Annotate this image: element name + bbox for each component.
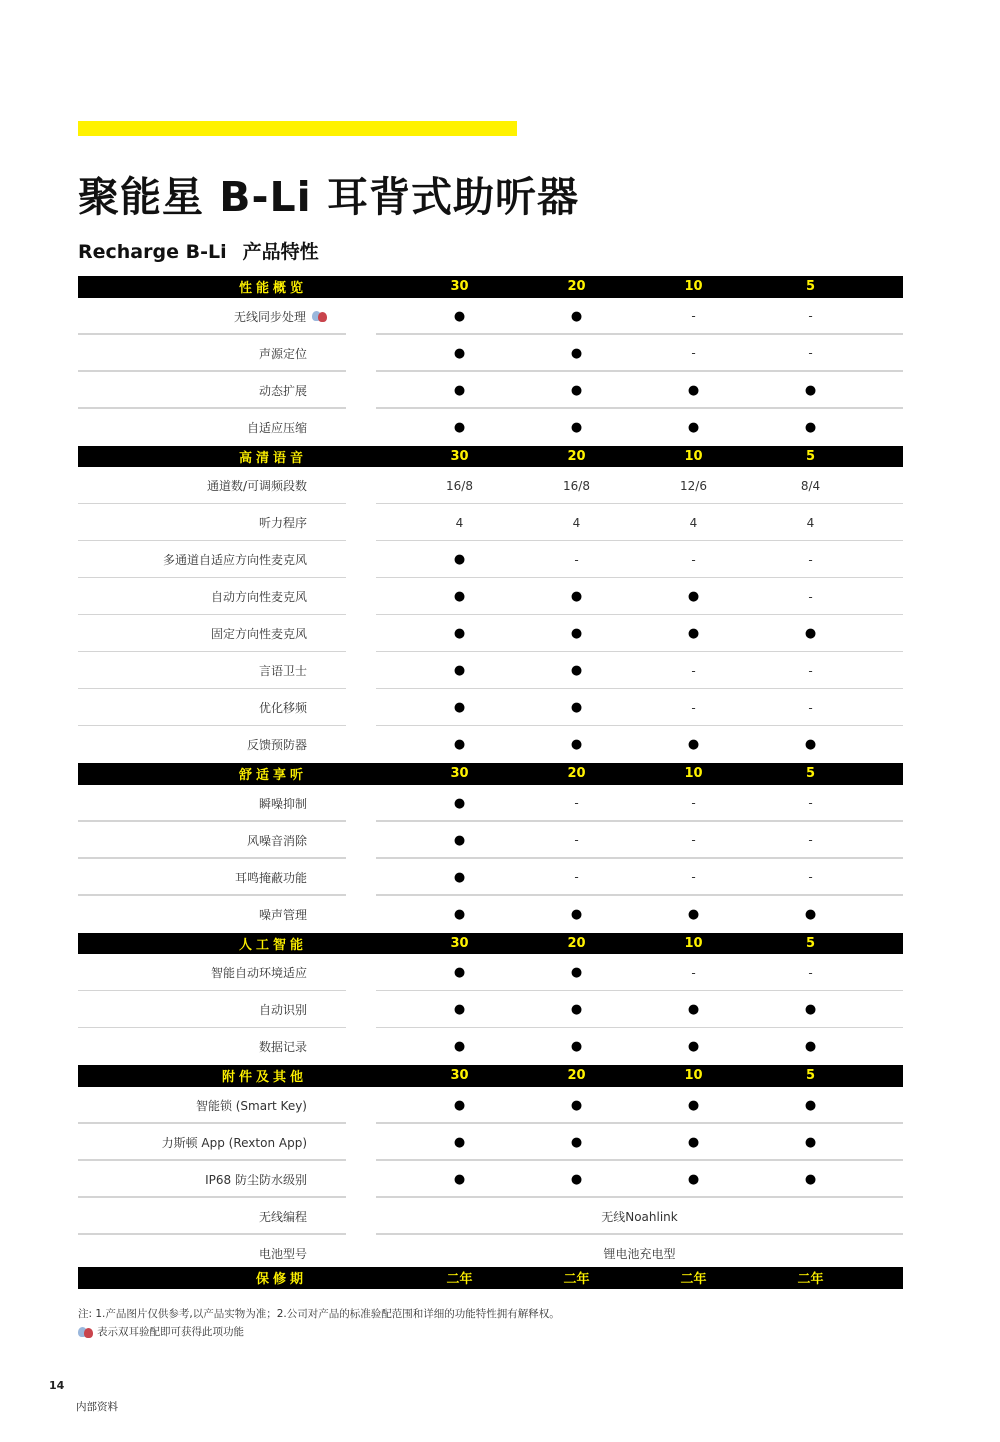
feature-value: ●: [453, 626, 466, 641]
feature-label: [78, 409, 307, 446]
feature-value: -: [691, 870, 696, 884]
feature-value: 8/4: [800, 478, 821, 493]
column-header: 20: [567, 1068, 586, 1084]
feature-value: -: [574, 552, 579, 567]
feature-label: [78, 1087, 307, 1124]
column-header: 30: [450, 279, 469, 295]
feature-value: ●: [804, 626, 817, 641]
section-title: 人工智能: [238, 937, 307, 953]
feature-label-text: 数据记录: [258, 1040, 307, 1054]
column-header: 10: [684, 1068, 703, 1084]
feature-label: [78, 541, 307, 578]
feature-value: -: [808, 833, 813, 847]
feature-label-text: 通道数/可调频段数: [206, 479, 307, 493]
feature-label: [78, 298, 327, 335]
merged-value: 锂电池充电型: [603, 1246, 676, 1261]
column-header: 二年: [446, 1272, 473, 1287]
feature-value: ●: [453, 552, 466, 567]
column-header: 30: [450, 448, 469, 464]
column-header: 30: [450, 1068, 469, 1084]
feature-value: -: [808, 870, 813, 884]
feature-label: [78, 578, 307, 615]
feature-value: -: [691, 346, 696, 360]
column-header: 5: [805, 1068, 816, 1084]
feature-value: ●: [687, 1097, 700, 1113]
feature-value: ●: [687, 419, 700, 435]
feature-value: 16/8: [563, 478, 590, 493]
feature-label: [78, 689, 307, 726]
column-header: 20: [567, 279, 586, 295]
feature-value: ●: [804, 382, 817, 398]
feature-label: [78, 822, 307, 859]
feature-value: -: [574, 870, 579, 884]
feature-value: ●: [570, 1002, 583, 1017]
table-row: [78, 335, 903, 372]
feature-value: ●: [453, 1171, 466, 1187]
table-row: [78, 467, 903, 504]
feature-value: ●: [804, 906, 817, 922]
feature-label: [78, 785, 307, 822]
section-header: [78, 1065, 903, 1087]
feature-label: [78, 615, 307, 652]
subtitle: [78, 237, 319, 264]
feature-value: -: [808, 552, 813, 567]
feature-value: ●: [453, 1039, 466, 1054]
feature-value: ●: [453, 832, 466, 848]
feature-label: [78, 726, 307, 763]
column-header: 20: [567, 935, 586, 951]
column-header: 5: [805, 935, 816, 951]
feature-label-text: 言语卫士: [258, 664, 307, 678]
page-number: 14: [49, 1379, 65, 1392]
feature-value: ●: [453, 700, 466, 715]
feature-value: 12/6: [680, 478, 707, 493]
feature-label: [78, 467, 307, 504]
table-row: [78, 991, 903, 1028]
feature-value: ●: [804, 1097, 817, 1113]
feature-label: [78, 372, 307, 409]
feature-label-text: 耳鸣掩蔽功能: [234, 870, 307, 885]
section-header: [78, 763, 903, 785]
feature-value: ●: [453, 589, 466, 604]
feature-value: ●: [453, 382, 466, 398]
column-header: 10: [684, 766, 703, 782]
feature-value: -: [808, 965, 813, 980]
feature-value: -: [691, 663, 696, 678]
feature-label-text: 风噪音消除: [246, 833, 307, 848]
column-header: 5: [805, 279, 816, 295]
merged-value: 无线Noahlink: [601, 1209, 678, 1224]
feature-value: ●: [687, 906, 700, 922]
note-line-2: [78, 1324, 244, 1339]
feature-value: 4: [455, 515, 464, 530]
table-row: [78, 954, 903, 991]
feature-value: -: [691, 833, 696, 847]
feature-value: 4: [572, 515, 581, 530]
feature-value: ●: [687, 626, 700, 641]
column-header: 10: [684, 279, 703, 295]
feature-value: ●: [687, 382, 700, 398]
table-row: [78, 785, 903, 822]
section-title: 保修期: [255, 1272, 307, 1287]
feature-value: ●: [687, 1171, 700, 1187]
feature-value: ●: [453, 1097, 466, 1113]
feature-value: -: [808, 589, 813, 604]
table-row: [78, 726, 903, 763]
column-header: 30: [450, 766, 469, 782]
column-header: 30: [450, 935, 469, 951]
table-row: [78, 541, 903, 578]
section-title: 舒适享听: [238, 768, 307, 784]
feature-label: [78, 504, 307, 541]
warranty-row: [78, 1267, 903, 1289]
table-row: [78, 409, 903, 446]
feature-value: ●: [570, 589, 583, 604]
feature-value: ●: [570, 345, 583, 361]
section-header: [78, 446, 903, 468]
column-header: 二年: [563, 1272, 590, 1287]
note-line-2-text: 表示双耳验配即可获得此项功能: [97, 1326, 244, 1338]
section-header: [78, 933, 903, 955]
column-header: 5: [805, 766, 816, 782]
feature-label-text: 反馈预防器: [246, 738, 307, 752]
table-row: [78, 372, 903, 409]
column-header: 10: [684, 935, 703, 951]
feature-value: ●: [804, 1039, 817, 1054]
feature-value: ●: [570, 1134, 583, 1150]
feature-label-text: 噪声管理: [258, 907, 307, 922]
feature-label-text: 声源定位: [258, 346, 307, 361]
feature-label-text: 电池型号: [258, 1246, 307, 1261]
feature-value: -: [808, 346, 813, 360]
table-row: [78, 1087, 903, 1124]
table-row: [78, 615, 903, 652]
feature-label: [78, 1124, 307, 1161]
feature-value: ●: [453, 419, 466, 435]
feature-label: [78, 896, 307, 933]
table-row: [78, 689, 903, 726]
feature-value: -: [574, 833, 579, 847]
feature-value: -: [691, 309, 696, 323]
feature-value: -: [691, 965, 696, 980]
feature-value: ●: [570, 1171, 583, 1187]
column-header: 20: [567, 766, 586, 782]
feature-value: ●: [570, 626, 583, 641]
feature-value: ●: [804, 419, 817, 435]
table-row: [78, 822, 903, 859]
feature-value: ●: [570, 965, 583, 980]
feature-value: ●: [570, 1097, 583, 1113]
section-title: 性能概览: [238, 281, 307, 297]
feature-label-text: 力斯顿 App (Rexton App): [161, 1135, 307, 1150]
feature-table: [78, 276, 903, 1289]
feature-value: -: [574, 796, 579, 810]
section-title: 附件及其他: [221, 1070, 307, 1086]
feature-value: -: [691, 552, 696, 567]
feature-value: -: [808, 700, 813, 715]
feature-label-text: 听力程序: [258, 516, 307, 530]
feature-value: ●: [570, 906, 583, 922]
feature-label: [78, 991, 307, 1028]
subtitle-en: Recharge B-Li: [78, 241, 227, 263]
feature-label: [78, 1198, 307, 1235]
binaural-icon: [78, 1326, 93, 1338]
feature-label-text: 优化移频: [258, 701, 307, 715]
yellow-accent-bar: [78, 121, 517, 136]
table-row: [78, 298, 903, 335]
feature-value: ●: [804, 1171, 817, 1187]
feature-value: ●: [570, 419, 583, 435]
feature-value: -: [808, 663, 813, 678]
feature-label-text: 瞬噪抑制: [258, 796, 307, 811]
page-title: 聚能星 B-Li 耳背式助听器: [78, 173, 579, 221]
feature-label-text: 自动方向性麦克风: [210, 590, 307, 604]
feature-value: ●: [570, 308, 583, 324]
feature-label-text: 动态扩展: [258, 383, 307, 398]
feature-value: ●: [453, 1002, 466, 1017]
feature-value: ●: [453, 345, 466, 361]
section-header: [78, 276, 903, 298]
column-header: 二年: [797, 1272, 824, 1287]
column-header: 20: [567, 448, 586, 464]
binaural-icon: [312, 310, 327, 322]
table-row: [78, 1124, 903, 1161]
feature-value: 4: [689, 515, 698, 530]
feature-label-text: 多通道自适应方向性麦克风: [162, 553, 307, 567]
table-row: [78, 578, 903, 615]
column-header: 5: [805, 448, 816, 464]
section-title: 高清语音: [238, 450, 307, 466]
feature-value: -: [808, 796, 813, 810]
feature-label-text: 固定方向性麦克风: [210, 627, 307, 641]
column-header: 二年: [680, 1272, 707, 1287]
feature-value: ●: [687, 589, 700, 604]
feature-label: [78, 335, 307, 372]
table-row: [78, 859, 903, 896]
feature-value: ●: [453, 308, 466, 324]
feature-label-text: 无线同步处理: [233, 309, 306, 324]
feature-label-text: 自动识别: [258, 1003, 307, 1017]
feature-value: 4: [806, 515, 815, 530]
feature-label-text: 智能锁 (Smart Key): [195, 1098, 307, 1113]
feature-value: ●: [453, 906, 466, 922]
feature-value: ●: [687, 1002, 700, 1017]
feature-value: ●: [570, 382, 583, 398]
feature-label: [78, 954, 307, 991]
feature-value: -: [691, 796, 696, 810]
feature-label-text: 智能自动环境适应: [210, 966, 307, 980]
feature-value: ●: [453, 965, 466, 980]
feature-value: -: [808, 309, 813, 323]
feature-value: ●: [804, 737, 817, 752]
table-row: [78, 896, 903, 933]
feature-value: ●: [453, 795, 466, 811]
feature-value: ●: [570, 700, 583, 715]
feature-value: 16/8: [446, 478, 473, 493]
feature-value: ●: [570, 737, 583, 752]
note-line-1: 注: 1.产品图片仅供参考,以产品实物为准；2.公司对产品的标准验配范围和详细的功能特性拥有解释权。: [78, 1308, 560, 1320]
feature-value: ●: [687, 1039, 700, 1054]
feature-value: ●: [570, 663, 583, 678]
feature-label-text: 无线编程: [258, 1209, 307, 1224]
table-row: [78, 1198, 903, 1235]
feature-value: ●: [453, 663, 466, 678]
feature-label: [78, 1161, 307, 1198]
feature-value: ●: [804, 1134, 817, 1150]
feature-label-text: 自适应压缩: [246, 420, 307, 435]
feature-label: [78, 859, 307, 896]
table-row: [78, 1028, 903, 1065]
table-row: [78, 504, 903, 541]
feature-value: ●: [687, 737, 700, 752]
table-row: [78, 1161, 903, 1198]
feature-label: [78, 652, 307, 689]
feature-label-text: IP68 防尘防水级别: [205, 1172, 307, 1187]
feature-label: [78, 1028, 307, 1065]
feature-value: ●: [453, 869, 466, 885]
column-header: 10: [684, 448, 703, 464]
subtitle-zh: 产品特性: [242, 241, 319, 263]
feature-value: -: [691, 700, 696, 715]
feature-value: ●: [453, 1134, 466, 1150]
feature-value: ●: [453, 737, 466, 752]
table-row: [78, 652, 903, 689]
footer-label: 内部资料: [76, 1401, 118, 1413]
feature-value: ●: [570, 1039, 583, 1054]
feature-value: ●: [804, 1002, 817, 1017]
feature-value: ●: [687, 1134, 700, 1150]
